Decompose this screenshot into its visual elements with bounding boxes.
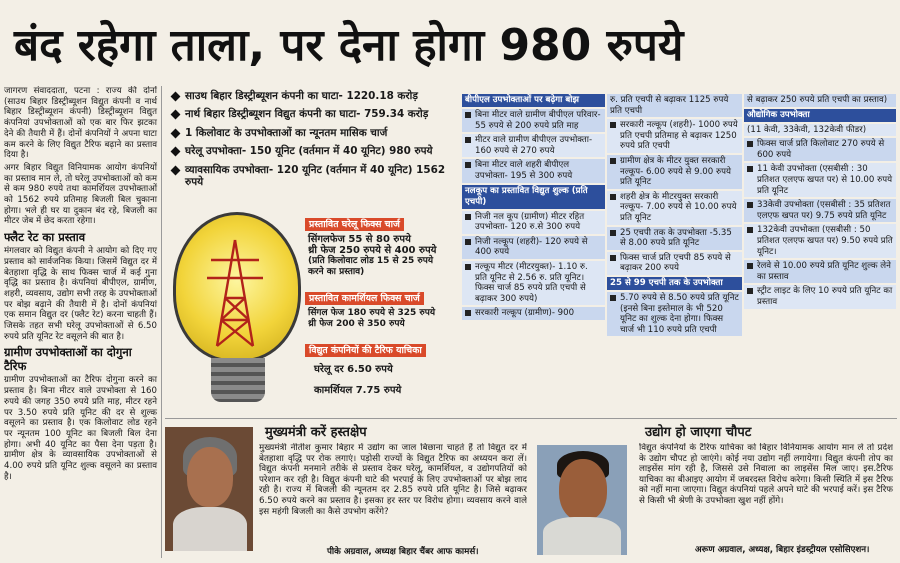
box-line: घरेलू दर 6.50 रुपये xyxy=(314,364,393,375)
list-item xyxy=(170,145,460,157)
table-row xyxy=(607,191,742,225)
box-heading: प्रस्तावित घरेलू फिक्स चार्ज xyxy=(305,218,404,231)
square-bullet-icon xyxy=(747,166,753,172)
box-line: कामर्शियल 7.75 रुपये xyxy=(314,385,402,396)
diamond-bullet-icon xyxy=(171,147,181,157)
row-text: शहरी क्षेत्र के मीटरयुक्त सरकारी नल्कूप- 7.00 रुपये से 10.00 रुपये प्रति यूनिट xyxy=(620,191,737,223)
intro-paragraph: अगर बिहार विद्युत विनियामक आयोग कंपनियों का प्रस्ताव मान ले, तो घरेलू उपभोक्ताओं को कम से कम 980 रुपये तथा कामर्शियल उपभोक्ताओं को 1562 रुपये प्रतिमाह बिजली बिल चुकाना होगा। भले ही घर या दुकान बंद रहे, बिजली का मीटर जेब में छेद करता रहेगा। xyxy=(4,162,157,227)
row-text: मीटर वाले ग्रामीण बीपीएल उपभोक्ता- 160 रुपये से 270 रुपये xyxy=(475,135,593,156)
table-row xyxy=(462,159,605,182)
light-bulb-illustration xyxy=(165,212,310,417)
square-bullet-icon xyxy=(465,239,471,245)
box-body xyxy=(305,357,453,396)
table-row xyxy=(744,124,896,137)
industry-signature: अरूण अग्रवाल, अध्यक्ष, बिहार इंडस्ट्रीयल एसोसिएशन। xyxy=(695,545,870,555)
row-text: से बढ़ाकर 250 रुपये प्रति एचपी का प्रस्ताव) xyxy=(747,95,888,105)
square-bullet-icon xyxy=(610,194,616,200)
square-bullet-icon xyxy=(465,112,471,118)
cm-signature: पीके अग्रवाल, अध्यक्ष बिहार चैंबर आफ कामर्स। xyxy=(327,547,479,557)
tariff-column-1 xyxy=(462,94,605,414)
box-line: थ्री फेज 250 रुपये से 400 रुपये xyxy=(308,245,437,256)
photo-arun-agrawal xyxy=(537,445,627,555)
power-tower-icon xyxy=(205,238,265,348)
row-text: बिना मीटर वाले शहरी बीपीएल उपभोक्ता- 195 से 300 रुपये xyxy=(475,160,573,181)
table-row xyxy=(744,285,896,308)
square-bullet-icon xyxy=(747,288,753,294)
row-text: 132केवी उपभोक्ता (एसबीसी : 50 प्रतिशत एलएफ खपत पर) 9.50 रुपये प्रति यूनिट। xyxy=(757,225,893,257)
square-bullet-icon xyxy=(747,227,753,233)
cm-paragraph: मुख्यमंत्री नीतीश कुमार बिहार में उद्योग का जाल बिछाना चाहते हैं तो विद्युत दर में बेतहाशा वृद्धि पर रोक लगाएं। पड़ोसी राज्यों के विद्युत टैरिफ का अध्ययन करा लें। विद्युत कंपनी मनमाने तरीके से प्रस्ताव देकर घरेलू, कामर्शियल, व उद्योगपतियों को परेशान कर रही है। विद्युत कंपनी घाटे की भरपाई के लिए उपभोक्ताओं पर बोझ लाद रही है। राज्य में बिजली की न्यूनतम दर 2.85 रुपये प्रति यूनिट है। जिसे बढ़ाकर 6.50 रुपये करने का प्रस्ताव है। इसका हर स्तर पर विरोध होगा। व्यवसाय करने वाले इस महंगी बिजली का कैसे उपभोग करेंगे? xyxy=(259,443,527,517)
industry-heading: उद्योग हो जाएगा चौपट xyxy=(645,425,752,440)
table-row xyxy=(744,163,896,197)
square-bullet-icon xyxy=(465,264,471,270)
list-item-text: 1 किलोवाट के उपभोक्ताओं का न्यूनतम मासिक चार्ज xyxy=(185,126,388,139)
table-heading: औद्योगिक उपभोक्ता xyxy=(744,109,896,122)
square-bullet-icon xyxy=(465,162,471,168)
table-heading: बीपीएल उपभोक्ताओं पर बढ़ेगा बोझ xyxy=(462,94,605,107)
subheading-rural-tariff: ग्रामीण उपभोक्ताओं का दोगुना टैरिफ xyxy=(4,345,132,374)
domestic-charge-box xyxy=(305,212,453,278)
list-item xyxy=(170,108,460,120)
row-text: निजी नल कूप (ग्रामीण) मीटर रहित उपभोक्ता- 120 रु.से 300 रुपये xyxy=(475,211,585,233)
box-line: थ्री फेज 200 से 350 रुपये xyxy=(308,319,405,329)
row-text: बिना मीटर वाले ग्रामीण बीपीएल परिवार- 55 रुपये से 200 रुपये प्रति माह xyxy=(475,110,601,131)
box-line: सिंगल फेज 180 रुपये से 325 रुपये xyxy=(308,308,436,318)
diamond-bullet-icon xyxy=(171,92,181,102)
list-item xyxy=(170,127,460,139)
table-row xyxy=(607,94,742,117)
row-text: रु. प्रति एचपी से बढ़ाकर 1125 रुपये प्रति एचपी xyxy=(610,95,729,116)
square-bullet-icon xyxy=(465,214,471,220)
diamond-bullet-icon xyxy=(171,128,181,138)
list-item-text: नार्थ बिहार डिस्ट्रीब्यूशन विद्युत कंपनी का घाटा- 759.34 करोड़ xyxy=(185,108,429,121)
table-row xyxy=(607,227,742,250)
cm-heading: मुख्यमंत्री करें हस्तक्षेप xyxy=(265,425,367,440)
row-text: 25 एचपी तक के उपभोक्ता -5.35 से 8.00 रुपये प्रति यूनिट xyxy=(620,227,732,249)
box-line: (प्रति किलोवाट लोड 15 से 25 रुपये करने का प्रस्ताव) xyxy=(308,256,434,277)
square-bullet-icon xyxy=(747,202,753,208)
square-bullet-icon xyxy=(610,230,616,236)
square-bullet-icon xyxy=(465,137,471,143)
row-text: रेलवे से 10.00 रुपये प्रति यूनिट शुल्क लेने का प्रस्ताव xyxy=(757,261,891,282)
row-text: सरकारी नल्कूप (शहरी)- 1000 रुपये प्रति एचपी प्रतिमाह से बढ़ाकर 1250 रुपये प्रति एचपी xyxy=(620,120,738,152)
box-heading: प्रस्तावित कामर्शियल फिक्स चार्ज xyxy=(305,292,424,305)
list-item xyxy=(170,90,460,102)
row-text: फिक्स चार्ज प्रति किलोवाट 270 रुपये से 600 रुपये xyxy=(757,139,885,160)
row-text: 5.70 रुपये से 8.50 रुपये प्रति यूनिट (इनसे बिना इस्तेमाल के भी 520 यूनिट का शुल्क देना होगा। फिक्स चार्ज भी 110 रुपये प्रति एचपी xyxy=(620,292,739,335)
table-row xyxy=(607,155,742,189)
headline: बंद रहेगा ताला, पर देना होगा 980 रुपये xyxy=(14,20,684,71)
table-row xyxy=(744,260,896,283)
table-row xyxy=(462,211,605,234)
square-bullet-icon xyxy=(465,310,471,316)
row-text: फिक्स चार्ज प्रति एचपी 85 रुपये से बढ़ाकर 200 रुपये xyxy=(620,252,731,274)
photo-pk-agrawal xyxy=(165,427,253,551)
row-text: ग्रामीण क्षेत्र के मीटर युक्त सरकारी नल्कूप- 6.00 रुपये से 9.00 रुपये प्रति यूनिट xyxy=(620,155,731,188)
row-text: निजी नल्कूप (शहरी)- 120 रुपये से 400 रुपये xyxy=(475,236,588,258)
bulb-base xyxy=(211,358,265,402)
rural-tariff-paragraph: ग्रामीण उपभोक्ताओं का टैरिफ दोगुना करने का प्रस्ताव है। बिना मीटर वाले उपभोक्ता से 160 रुपये की जगह 350 रुपये प्रति माह, मीटर रहने पर 3.50 रुपये प्रति यूनिट की दर से शुल्क वसूलने का प्रस्ताव है। एक किलोवाट लोड रहने पर न्यूनतम 100 यूनिट का बिजली बिल देना होगा। अभी 40 यूनिट का पैसा देना पड़ता है। ग्रामीण क्षेत्र के व्यावसायिक उपभोक्ताओं से 4.00 रुपये प्रति यूनिट शुल्क वसूलने का प्रस्ताव है। xyxy=(4,375,157,482)
list-item-text: घरेलू उपभोक्ता- 150 यूनिट (वर्तमान में 40 यूनिट) 980 रुपये xyxy=(185,145,433,158)
table-row xyxy=(744,224,896,258)
table-heading: नलकूप का प्रस्तावित विद्युत शुल्क (प्रति एचपी) xyxy=(462,185,605,209)
box-body xyxy=(305,231,453,278)
list-item-text: व्यावसायिक उपभोक्ता- 120 यूनिट (वर्तमान में 40 यूनिट) 1562 रुपये xyxy=(185,163,446,188)
square-bullet-icon xyxy=(747,141,753,147)
box-line: सिंगलफेज 55 से 80 रुपये xyxy=(308,234,411,245)
left-column xyxy=(4,86,162,558)
opinions-section xyxy=(165,418,897,560)
diamond-bullet-icon xyxy=(171,110,181,120)
intro-paragraph: जागरण संवाददाता, पटना : राज्य की दोनों (साउथ बिहार डिस्ट्रीब्यूशन विद्युत कंपनी व नार्थ बिहार डिस्ट्रीब्यूशन कंपनी) डिस्ट्रीब्यूशन विद्युत कंपनियां उपभोक्ताओं को एक बार फिर झटका देने की तैयारी में हैं। दोनों कंपनियों ने अपना घाटा कम करने के लिए विद्युत टैरिफ बढ़ाने का प्रस्ताव दिया है। xyxy=(4,86,157,161)
square-bullet-icon xyxy=(610,158,616,164)
row-text: 11 केवी उपभोक्ता (एसबीसी : 30 प्रतिशत एलएफ खपत पर) से 10.00 रुपये प्रति यूनिट xyxy=(757,164,893,196)
table-row xyxy=(607,119,742,153)
commercial-charge-box xyxy=(305,286,453,330)
tariff-petition-box xyxy=(305,338,453,396)
charge-boxes xyxy=(305,212,453,417)
table-heading: 25 से 99 एचपी तक के उपभोक्ता xyxy=(607,277,742,290)
subheading-flat-rate: फ्लैट रेट का प्रस्ताव xyxy=(4,230,86,245)
row-text: सरकारी नल्कूप (ग्रामीण)- 900 xyxy=(475,308,575,319)
table-row xyxy=(744,94,896,107)
tariff-column-2 xyxy=(607,94,742,414)
square-bullet-icon xyxy=(610,255,616,261)
box-body xyxy=(305,305,453,330)
box-heading: विद्युत कंपनियों की टैरिफ याचिका xyxy=(305,344,426,357)
flat-rate-paragraph: मंगलवार को विद्युत कंपनी ने आयोग को दिए गए प्रस्ताव को सार्वजनिक किया। जिसमें विद्युत दर में बेतहाशा वृद्धि के साथ फिक्स चार्ज में कई गुना वृद्धि का प्रस्ताव है। कंपनियां बीपीएल, ग्रामीण, शहरी, व्यवसाय, उद्योग सभी तरह के उपभोक्ताओं पर बोझ बढ़ाने की तैयारी में है। दोनों कंपनियां एक समान विद्युत दर (फ्लैट रेट) करना चाहती हैं। जिसके तहत सभी घरेलू उपभोक्ताओं से 6.50 रुपये प्रति यूनिट रेट वसूलने की बात है। xyxy=(4,246,157,342)
square-bullet-icon xyxy=(610,295,616,301)
table-row xyxy=(607,292,742,336)
key-points-list xyxy=(170,90,460,206)
table-row xyxy=(462,109,605,132)
list-item xyxy=(170,164,460,188)
tariff-column-3 xyxy=(744,94,896,414)
row-text: 33केवी उपभोक्ता (एसबीसी : 35 प्रतिशत एलएफ खपत पर) 9.75 रुपये प्रति यूनिट xyxy=(757,200,891,221)
square-bullet-icon xyxy=(747,263,753,269)
table-row xyxy=(744,138,896,161)
list-item-text: साउथ बिहार डिस्ट्रीब्यूशन कंपनी का घाटा- 1220.18 करोड़ xyxy=(185,90,418,102)
table-row xyxy=(462,134,605,157)
table-row xyxy=(744,199,896,222)
row-text: स्ट्रीट लाइट के लिए 10 रुपये प्रति यूनिट का प्रस्ताव xyxy=(757,286,893,307)
diamond-bullet-icon xyxy=(171,165,181,175)
table-row xyxy=(607,252,742,275)
industry-paragraph: विद्युत कंपनियों के टैरिफ याचिका को बिहार विनियामक आयोग मान ले तो प्रदेश के उद्योग चौपट हो जाएंगे। कोई नया उद्योग नहीं लगायेगा। विद्युत कंपनी तोप का लाइसेंस मांग रही है, जिससे उसे निवाला का लाइसेंस मिल जाए। इस.टैरिफ याचिका का बीआइए आयोग में जबरदस्त विरोध करेगा। किसी स्थिति में इस टैरिफ को नहीं माना जाएगा। विद्युत कंपनियां पहले अपने घाटे की भरपाई करें। इस टैरिफ से किसी भी श्रेणी के उपभोक्ता खुश नहीं होंगे। xyxy=(639,443,893,506)
table-row xyxy=(462,236,605,259)
row-text: (11 केवी, 33केवी, 132केवी फीडर) xyxy=(747,124,867,135)
table-row xyxy=(462,261,605,305)
row-text: नल्कूप मीटर (मीटरयुक्त)- 1.10 रु. प्रति यूनिट से 2.56 रु. प्रति यूनिट। फिक्स चार्ज 85 रुपये प्रति एचपी से बढ़ाकर 300 रुपये) xyxy=(475,261,588,304)
table-row xyxy=(462,307,605,320)
square-bullet-icon xyxy=(610,122,616,128)
